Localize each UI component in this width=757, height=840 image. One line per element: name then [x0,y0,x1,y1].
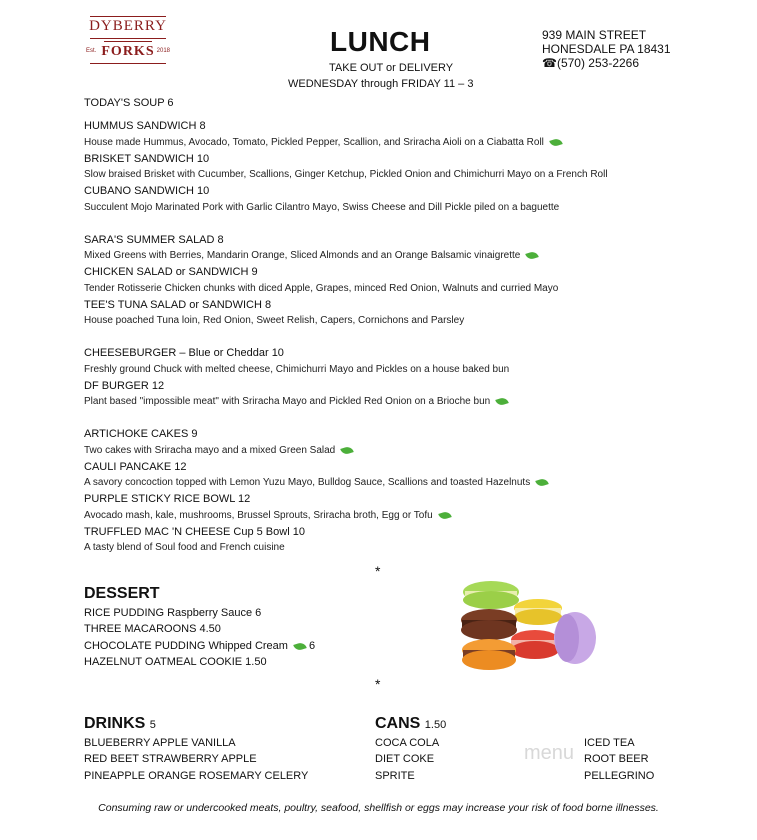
drinks-heading [84,715,156,733]
logo-line2: FORKS [101,44,155,59]
desc-text: Avocado mash, kale, mushrooms, Brussel Sprouts, Sriracha broth, Egg or Tofu [84,510,433,521]
cans-price: 1.50 [424,719,447,731]
menu-item-desc [84,396,508,407]
menu-item-desc: Succulent Mojo Marinated Pork with Garlic Cilantro Mayo, Swiss Cheese and Dill Pickle piled on a baguette [84,202,560,213]
menu-item-desc: A tasty blend of Soul food and French cuisine [84,542,285,553]
menu-item-name: HUMMUS SANDWICH 8 [84,120,206,132]
dessert-item: THREE MACAROONS 4.50 [84,623,221,635]
menu-item-name: TEE'S TUNA SALAD or SANDWICH 8 [84,299,272,311]
menu-item-desc [84,477,548,488]
macarons-image [455,578,605,678]
section-separator: * [375,676,381,692]
menu-item-name: PURPLE STICKY RICE BOWL 12 [84,493,251,505]
menu-item-name: ARTICHOKE CAKES 9 [84,428,198,440]
restaurant-logo [84,14,172,66]
vegetarian-leaf-icon [526,250,540,260]
menu-item-desc: House poached Tuna loin, Red Onion, Sweet Relish, Capers, Cornichons and Parsley [84,315,465,326]
desc-text: Mixed Greens with Berries, Mandarin Orange, Sliced Almonds and an Orange Balsamic vinaigrette [84,250,521,261]
can-item: ICED TEA [584,737,635,749]
menu-item-name: TRUFFLED MAC 'N CHEESE Cup 5 Bowl 10 [84,526,305,538]
menu-item-name: CHEESEBURGER – Blue or Cheddar 10 [84,347,284,359]
can-item: ROOT BEER [584,753,649,765]
menu-item-name: CAULI PANCAKE 12 [84,461,187,473]
menu-item-name: BRISKET SANDWICH 10 [84,153,210,165]
can-item: SPRITE [375,770,415,782]
health-disclaimer: Consuming raw or undercooked meats, poultry, seafood, shellfish or eggs may increase your risk of food borne illnesses. [98,802,659,814]
desc-text: A savory concoction topped with Lemon Yuzu Mayo, Bulldog Sauce, Scallions and toasted Hazelnuts [84,477,531,488]
menu-item-desc: Freshly ground Chuck with melted cheese, Chimichurri Mayo and Pickles on a house baked bun [84,364,510,375]
vegetarian-leaf-icon [495,396,509,406]
menu-item-desc [84,250,538,261]
can-item: PELLEGRINO [584,770,655,782]
vegetarian-leaf-icon [438,510,452,520]
desc-text: Plant based "impossible meat" with Sriracha Mayo and Pickled Red Onion on a Brioche bun [84,396,491,407]
service-type: TAKE OUT or DELIVERY [329,62,454,74]
drinks-price: 5 [149,719,156,731]
dessert-item: RICE PUDDING Raspberry Sauce 6 [84,607,262,619]
drink-item: RED BEET STRAWBERRY APPLE [84,753,257,765]
menu-item-name: SARA'S SUMMER SALAD 8 [84,234,224,246]
cans-heading [375,715,446,733]
desc-text: House made Hummus, Avocado, Tomato, Pickled Pepper, Scallion, and Sriracha Aioli on a Ciabatta Roll [84,137,544,148]
menu-item-name: DF BURGER 12 [84,380,165,392]
logo-line1: DYBERRY [89,18,167,34]
service-hours: WEDNESDAY through FRIDAY 11 – 3 [288,78,474,90]
menu-item-name: CUBANO SANDWICH 10 [84,185,210,197]
dessert-item [84,640,315,652]
drink-item: BLUEBERRY APPLE VANILLA [84,737,236,749]
soup-item: TODAY'S SOUP 6 [84,97,174,109]
dessert-heading: DESSERT [84,585,160,602]
dessert-item: HAZELNUT OATMEAL COOKIE 1.50 [84,656,267,668]
menu-item-desc [84,445,353,456]
address-line1: 939 MAIN STREET [542,28,647,42]
vegetarian-leaf-icon [549,137,563,147]
address-block [542,28,671,70]
menu-item-desc: Tender Rotisserie Chicken chunks with diced Apple, Grapes, minced Red Onion, Walnuts and curried Mayo [84,283,559,294]
dessert-item-text: CHOCOLATE PUDDING Whipped Cream [84,640,288,652]
vegetarian-leaf-icon [293,641,307,651]
can-item: COCA COLA [375,737,440,749]
address-line2: HONESDALE PA 18431 [542,42,671,56]
menu-item-desc [84,137,562,148]
section-separator: * [375,563,381,579]
logo-left-mark: Est. [86,48,97,54]
phone-number: ☎(570) 253-2266 [542,56,640,70]
vegetarian-leaf-icon [340,445,354,455]
watermark: menu [524,742,575,764]
page-title: LUNCH [330,26,431,57]
cans-heading-text: CANS [375,715,421,732]
menu-item-name: CHICKEN SALAD or SANDWICH 9 [84,266,258,278]
can-item: DIET COKE [375,753,435,765]
drink-item: PINEAPPLE ORANGE ROSEMARY CELERY [84,770,309,782]
menu-item-desc: Slow braised Brisket with Cucumber, Scallions, Ginger Ketchup, Pickled Onion and Chimichurri Mayo on a French Roll [84,169,608,180]
drinks-heading-text: DRINKS [84,715,146,732]
desc-text: Two cakes with Sriracha mayo and a mixed Green Salad [84,445,336,456]
logo-right-mark: 2018 [156,48,170,54]
vegetarian-leaf-icon [535,477,549,487]
menu-item-desc [84,510,451,521]
dessert-item-price: 6 [309,640,316,652]
